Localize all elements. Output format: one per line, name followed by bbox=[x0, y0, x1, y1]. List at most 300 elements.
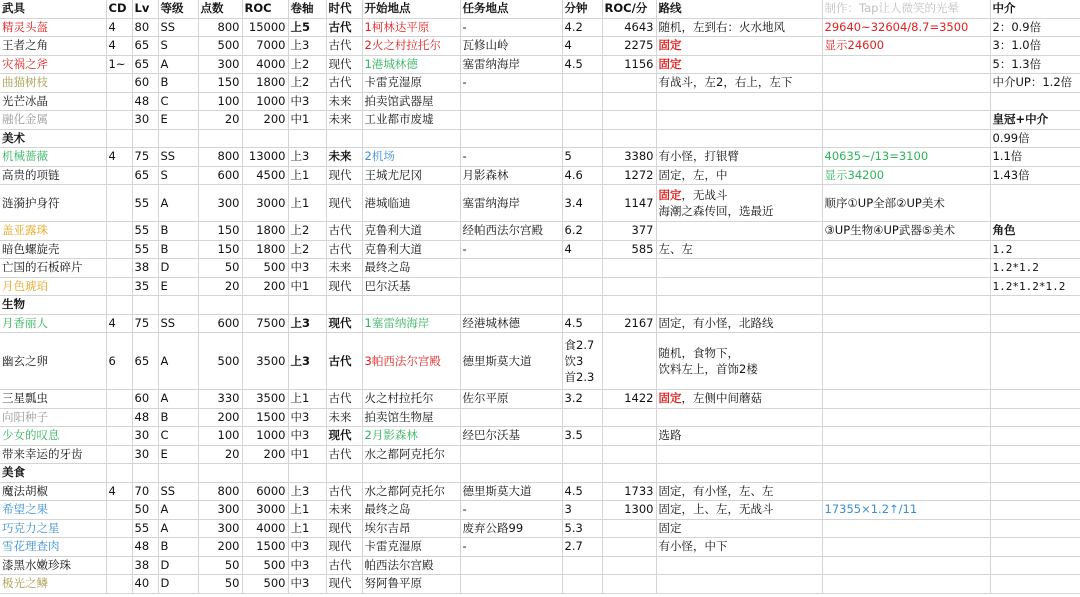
cell: - bbox=[460, 74, 562, 93]
cell: 150 bbox=[198, 74, 242, 93]
item-name: 三星瓢虫 bbox=[0, 390, 106, 409]
cell: 现代 bbox=[326, 575, 362, 594]
cell: 70 bbox=[132, 482, 158, 501]
side-cell: 3：1.0倍 bbox=[990, 37, 1080, 56]
cell: 65 bbox=[132, 166, 158, 185]
item-name: 带来幸运的牙齿 bbox=[0, 445, 106, 464]
cell: 经港城林德 bbox=[460, 314, 562, 333]
cell: 4 bbox=[106, 482, 132, 501]
route-cell: 固定，左侧中间蘑菇 bbox=[656, 390, 822, 409]
cell: 左、左 bbox=[656, 240, 822, 259]
cell: 200 bbox=[198, 408, 242, 427]
cell: 1000 bbox=[242, 92, 288, 111]
minutes-cell bbox=[562, 333, 602, 390]
cell: 中1 bbox=[288, 277, 326, 296]
cell: 1500 bbox=[242, 538, 288, 557]
cell: 克鲁利大道 bbox=[362, 240, 460, 259]
cell bbox=[602, 333, 656, 390]
note-cell bbox=[822, 55, 990, 74]
col-header: Lv bbox=[132, 0, 158, 18]
table-row bbox=[0, 333, 1080, 390]
cell bbox=[460, 445, 562, 464]
cell: 努阿鲁平原 bbox=[362, 575, 460, 594]
cell: 固定 bbox=[656, 55, 822, 74]
note-cell: 29640~32604/8.7=3500 bbox=[822, 18, 990, 37]
cell: 水之都阿克托尔 bbox=[362, 482, 460, 501]
cell: 100 bbox=[198, 92, 242, 111]
cell: 现代 bbox=[326, 427, 362, 446]
cell: 80 bbox=[132, 18, 158, 37]
cell: 中3 bbox=[288, 92, 326, 111]
cell: 500 bbox=[198, 37, 242, 56]
cell: 300 bbox=[198, 55, 242, 74]
cell: 古代 bbox=[326, 18, 362, 37]
item-name: 幽玄之卵 bbox=[0, 333, 106, 390]
cell: SS bbox=[158, 18, 198, 37]
cell: 3500 bbox=[242, 390, 288, 409]
col-header: 时代 bbox=[326, 0, 362, 18]
cell: 古代 bbox=[326, 445, 362, 464]
note-cell: 顺序①UP全部②UP美术 bbox=[822, 185, 990, 222]
col-header: 任务地点 bbox=[460, 0, 562, 18]
route-line: 固定，无战斗 bbox=[658, 188, 728, 202]
cell: 200 bbox=[242, 111, 288, 130]
cell: 上5 bbox=[288, 18, 326, 37]
cell: 古代 bbox=[326, 556, 362, 575]
cell: 古代 bbox=[326, 222, 362, 241]
cell: 6000 bbox=[242, 482, 288, 501]
cell bbox=[106, 519, 132, 538]
cell: 3380 bbox=[602, 148, 656, 167]
cell: 中1 bbox=[288, 445, 326, 464]
cell: 4500 bbox=[242, 166, 288, 185]
cell bbox=[656, 575, 822, 594]
cell: 48 bbox=[132, 538, 158, 557]
route-cell bbox=[656, 185, 822, 222]
note-cell: 17355×1.2↑/11 bbox=[822, 501, 990, 520]
table-row bbox=[0, 277, 1080, 296]
note-cell: 40635~/13=3100 bbox=[822, 148, 990, 167]
cell: 现代 bbox=[326, 538, 362, 557]
cell: 4 bbox=[106, 148, 132, 167]
cell: 现代 bbox=[326, 519, 362, 538]
side-cell: 皇冠+中介 bbox=[990, 111, 1080, 130]
cell: E bbox=[158, 277, 198, 296]
cell: 4000 bbox=[242, 55, 288, 74]
cell bbox=[562, 556, 602, 575]
cell: 4 bbox=[562, 240, 602, 259]
cell bbox=[602, 427, 656, 446]
cell: 200 bbox=[242, 277, 288, 296]
cell: SS bbox=[158, 482, 198, 501]
cell: D bbox=[158, 575, 198, 594]
cell: SS bbox=[158, 314, 198, 333]
header-row bbox=[0, 0, 1080, 18]
cell: 500 bbox=[198, 333, 242, 390]
cell: 1800 bbox=[242, 222, 288, 241]
cell: 未来 bbox=[326, 501, 362, 520]
cell bbox=[656, 556, 822, 575]
cell: - bbox=[460, 18, 562, 37]
cell: 20 bbox=[198, 111, 242, 130]
cell: A bbox=[158, 519, 198, 538]
cell: 最终之岛 bbox=[362, 501, 460, 520]
table-row bbox=[0, 390, 1080, 409]
cell bbox=[562, 259, 602, 278]
cell: 4 bbox=[106, 37, 132, 56]
side-cell bbox=[990, 92, 1080, 111]
col-header: 等级 bbox=[158, 0, 198, 18]
cell bbox=[562, 408, 602, 427]
mid-header: 中介 bbox=[990, 0, 1080, 18]
item-name: 曲猫树枝 bbox=[0, 74, 106, 93]
col-header: 点数 bbox=[198, 0, 242, 18]
cell: 65 bbox=[132, 55, 158, 74]
cell: 选路 bbox=[656, 427, 822, 446]
note-cell: ③UP生物④UP武器⑤美术 bbox=[822, 222, 990, 241]
cell bbox=[656, 92, 822, 111]
table-row bbox=[0, 427, 1080, 446]
note-cell: 显示24600 bbox=[822, 37, 990, 56]
side-cell: 0.99倍 bbox=[990, 129, 1080, 148]
cell: 1000 bbox=[242, 427, 288, 446]
cell: E bbox=[158, 111, 198, 130]
side-cell: 角色 bbox=[990, 222, 1080, 241]
cell: 2275 bbox=[602, 37, 656, 56]
cell: 上2 bbox=[288, 222, 326, 241]
item-name: 巧克力之星 bbox=[0, 519, 106, 538]
cell bbox=[106, 111, 132, 130]
col-header: 分钟 bbox=[562, 0, 602, 18]
side-cell: 1.43倍 bbox=[990, 166, 1080, 185]
cell: 埃尔吉昂 bbox=[362, 519, 460, 538]
cell: 随机，左到右：火水地风 bbox=[656, 18, 822, 37]
cell bbox=[602, 408, 656, 427]
cell: B bbox=[158, 538, 198, 557]
cell: 现代 bbox=[326, 55, 362, 74]
cell: 港城临迪 bbox=[362, 185, 460, 222]
cell: 古代 bbox=[326, 390, 362, 409]
side-cell: 1.1倍 bbox=[990, 148, 1080, 167]
cell bbox=[562, 445, 602, 464]
cell bbox=[602, 277, 656, 296]
cell: 500 bbox=[242, 575, 288, 594]
col-header: 武具 bbox=[0, 0, 106, 18]
cell: A bbox=[158, 390, 198, 409]
credit-text: 制作：Tap让人微笑的光晕 bbox=[822, 0, 990, 18]
cell: 中3 bbox=[288, 556, 326, 575]
note-cell bbox=[822, 92, 990, 111]
cell: 水之都阿克托尔 bbox=[362, 445, 460, 464]
item-name: 亡国的石板碎片 bbox=[0, 259, 106, 278]
section-row bbox=[0, 296, 1080, 315]
cell: 1~ bbox=[106, 55, 132, 74]
cell bbox=[106, 501, 132, 520]
cell: E bbox=[158, 445, 198, 464]
table-row bbox=[0, 92, 1080, 111]
cell: 50 bbox=[132, 501, 158, 520]
cell bbox=[460, 259, 562, 278]
cell: 固定，左，中 bbox=[656, 166, 822, 185]
cell: 55 bbox=[132, 240, 158, 259]
cell bbox=[106, 166, 132, 185]
cell: 600 bbox=[198, 166, 242, 185]
cell: B bbox=[158, 74, 198, 93]
item-name: 魔法胡椒 bbox=[0, 482, 106, 501]
cell: 4.2 bbox=[562, 18, 602, 37]
cell: 德里斯莫大道 bbox=[460, 482, 562, 501]
cell bbox=[602, 575, 656, 594]
cell: - bbox=[460, 501, 562, 520]
table-row bbox=[0, 538, 1080, 557]
cell: 4000 bbox=[242, 519, 288, 538]
cell bbox=[602, 259, 656, 278]
item-name: 融化金属 bbox=[0, 111, 106, 130]
cell: 中3 bbox=[288, 538, 326, 557]
table-row bbox=[0, 575, 1080, 594]
cell: 50 bbox=[198, 575, 242, 594]
cell: 卡雷克湿原 bbox=[362, 74, 460, 93]
cell: SS bbox=[158, 148, 198, 167]
item-name: 希望之果 bbox=[0, 501, 106, 520]
table-row bbox=[0, 148, 1080, 167]
cell: 未来 bbox=[326, 92, 362, 111]
cell: 55 bbox=[132, 222, 158, 241]
item-name: 涟漪护身符 bbox=[0, 185, 106, 222]
cell: 1500 bbox=[242, 408, 288, 427]
side-cell: 1.2*1.2 bbox=[990, 259, 1080, 278]
cell: 有小怪，打银臂 bbox=[656, 148, 822, 167]
item-name: 暗色螺旋壳 bbox=[0, 240, 106, 259]
cell: 330 bbox=[198, 390, 242, 409]
cell: 4643 bbox=[602, 18, 656, 37]
cell: 50 bbox=[198, 556, 242, 575]
cell: 中3 bbox=[288, 408, 326, 427]
cell bbox=[106, 259, 132, 278]
cell: 未来 bbox=[326, 408, 362, 427]
cell: 300 bbox=[198, 185, 242, 222]
cell: 30 bbox=[132, 427, 158, 446]
cell: 4 bbox=[106, 314, 132, 333]
cell bbox=[106, 408, 132, 427]
cell: 377 bbox=[602, 222, 656, 241]
cell: 巴尔沃基 bbox=[362, 277, 460, 296]
cell: 未来 bbox=[326, 148, 362, 167]
cell: 75 bbox=[132, 314, 158, 333]
cell: 800 bbox=[198, 148, 242, 167]
cell: 7000 bbox=[242, 37, 288, 56]
cell bbox=[106, 427, 132, 446]
cell: 佐尔平原 bbox=[460, 390, 562, 409]
item-name: 灾祸之斧 bbox=[0, 55, 106, 74]
cell: B bbox=[158, 222, 198, 241]
cell bbox=[602, 445, 656, 464]
cell bbox=[460, 92, 562, 111]
cell: 拍卖馆武器屋 bbox=[362, 92, 460, 111]
cell: 固定 bbox=[656, 37, 822, 56]
cell bbox=[562, 74, 602, 93]
col-header: ROC bbox=[242, 0, 288, 18]
table-row bbox=[0, 166, 1080, 185]
cell: 30 bbox=[132, 445, 158, 464]
cell: 6 bbox=[106, 333, 132, 390]
item-name: 少女的叹息 bbox=[0, 427, 106, 446]
cell: 4.6 bbox=[562, 166, 602, 185]
cell: - bbox=[460, 240, 562, 259]
cell bbox=[106, 445, 132, 464]
cell: 5.3 bbox=[562, 519, 602, 538]
table-row bbox=[0, 259, 1080, 278]
side-cell: 1.2*1.2*1.2 bbox=[990, 277, 1080, 296]
cell: 固定，上、左，无战斗 bbox=[656, 501, 822, 520]
cell: 固定 bbox=[656, 519, 822, 538]
cell: 废弃公路99 bbox=[460, 519, 562, 538]
cell: 未来 bbox=[326, 259, 362, 278]
minute-line: 首2.3 bbox=[564, 370, 595, 384]
note-cell bbox=[822, 111, 990, 130]
cell: 585 bbox=[602, 240, 656, 259]
cell: 现代 bbox=[326, 277, 362, 296]
cell: 150 bbox=[198, 240, 242, 259]
item-name: 月色琥珀 bbox=[0, 277, 106, 296]
cell: 48 bbox=[132, 408, 158, 427]
cell: 上2 bbox=[288, 74, 326, 93]
cell: 75 bbox=[132, 148, 158, 167]
cell: 500 bbox=[242, 556, 288, 575]
cell bbox=[460, 408, 562, 427]
cell: 1800 bbox=[242, 74, 288, 93]
table-row bbox=[0, 37, 1080, 56]
cell: 现代 bbox=[326, 185, 362, 222]
cell: 38 bbox=[132, 556, 158, 575]
cell: 未来 bbox=[326, 111, 362, 130]
cell: 50 bbox=[198, 259, 242, 278]
cell bbox=[106, 277, 132, 296]
section-label: 美食 bbox=[0, 464, 106, 483]
cell: 38 bbox=[132, 259, 158, 278]
cell bbox=[562, 111, 602, 130]
cell: 上3 bbox=[288, 37, 326, 56]
cell: 上1 bbox=[288, 501, 326, 520]
cell: 上3 bbox=[288, 333, 326, 390]
cell: 1272 bbox=[602, 166, 656, 185]
cell: A bbox=[158, 501, 198, 520]
cell: 200 bbox=[198, 538, 242, 557]
col-header: 开始地点 bbox=[362, 0, 460, 18]
cell: 200 bbox=[242, 445, 288, 464]
item-name: 极光之鳞 bbox=[0, 575, 106, 594]
cell bbox=[562, 575, 602, 594]
note-cell: 显示34200 bbox=[822, 166, 990, 185]
cell bbox=[562, 277, 602, 296]
cell: 塞雷纳海岸 bbox=[460, 185, 562, 222]
cell: 3000 bbox=[242, 501, 288, 520]
section-row bbox=[0, 464, 1080, 483]
cell: 古代 bbox=[326, 240, 362, 259]
cell: 工业都市废墟 bbox=[362, 111, 460, 130]
item-name: 向阳种子 bbox=[0, 408, 106, 427]
cell: 3.2 bbox=[562, 390, 602, 409]
cell bbox=[656, 111, 822, 130]
table-row bbox=[0, 314, 1080, 333]
cell bbox=[460, 111, 562, 130]
cell: 4 bbox=[562, 37, 602, 56]
cell: 2机场 bbox=[362, 148, 460, 167]
cell: 有战斗，左2，右上，左下 bbox=[656, 74, 822, 93]
cell bbox=[106, 92, 132, 111]
cell: 48 bbox=[132, 92, 158, 111]
cell: 800 bbox=[198, 482, 242, 501]
cell: 1422 bbox=[602, 390, 656, 409]
table-row bbox=[0, 185, 1080, 222]
cell: 1156 bbox=[602, 55, 656, 74]
cell: 3帕西法尔宫殿 bbox=[362, 333, 460, 390]
side-cell: 2：0.9倍 bbox=[990, 18, 1080, 37]
cell: 3000 bbox=[242, 185, 288, 222]
cell bbox=[656, 277, 822, 296]
table-row bbox=[0, 501, 1080, 520]
table-row bbox=[0, 55, 1080, 74]
cell: 300 bbox=[198, 519, 242, 538]
cell: 55 bbox=[132, 185, 158, 222]
cell: C bbox=[158, 427, 198, 446]
cell: 上1 bbox=[288, 185, 326, 222]
cell: 上1 bbox=[288, 390, 326, 409]
cell: D bbox=[158, 556, 198, 575]
cell: 1300 bbox=[602, 501, 656, 520]
cell: 3.4 bbox=[562, 185, 602, 222]
cell: 13000 bbox=[242, 148, 288, 167]
cell: 固定，有小怪，左、左 bbox=[656, 482, 822, 501]
cell: 固定，有小怪，北路线 bbox=[656, 314, 822, 333]
cell: 火之村拉托尔 bbox=[362, 390, 460, 409]
cell: 4.5 bbox=[562, 482, 602, 501]
cell bbox=[602, 519, 656, 538]
side-cell: 5：1.3倍 bbox=[990, 55, 1080, 74]
cell: 上3 bbox=[288, 482, 326, 501]
cell bbox=[656, 408, 822, 427]
cell: 100 bbox=[198, 427, 242, 446]
cell: - bbox=[460, 538, 562, 557]
section-label: 生物 bbox=[0, 296, 106, 315]
cell: 上3 bbox=[288, 148, 326, 167]
cell: 上1 bbox=[288, 166, 326, 185]
route-line: 海潮之森传回，选最近 bbox=[658, 204, 774, 218]
cell: 有小怪，中下 bbox=[656, 538, 822, 557]
cell bbox=[460, 575, 562, 594]
cell: A bbox=[158, 333, 198, 390]
table-row bbox=[0, 222, 1080, 241]
table-row bbox=[0, 408, 1080, 427]
cell: 月影森林 bbox=[460, 166, 562, 185]
cell: 800 bbox=[198, 18, 242, 37]
cell: 20 bbox=[198, 277, 242, 296]
cell bbox=[602, 92, 656, 111]
cell bbox=[562, 92, 602, 111]
col-header: CD bbox=[106, 0, 132, 18]
cell: 古代 bbox=[326, 482, 362, 501]
cell bbox=[460, 277, 562, 296]
side-cell: 中介UP：1.2倍 bbox=[990, 74, 1080, 93]
item-name: 漆黑水嫩珍珠 bbox=[0, 556, 106, 575]
cell bbox=[602, 74, 656, 93]
table-row bbox=[0, 482, 1080, 501]
cell bbox=[656, 259, 822, 278]
item-name: 精灵头盔 bbox=[0, 18, 106, 37]
cell bbox=[106, 538, 132, 557]
cell: 6.2 bbox=[562, 222, 602, 241]
cell bbox=[106, 74, 132, 93]
